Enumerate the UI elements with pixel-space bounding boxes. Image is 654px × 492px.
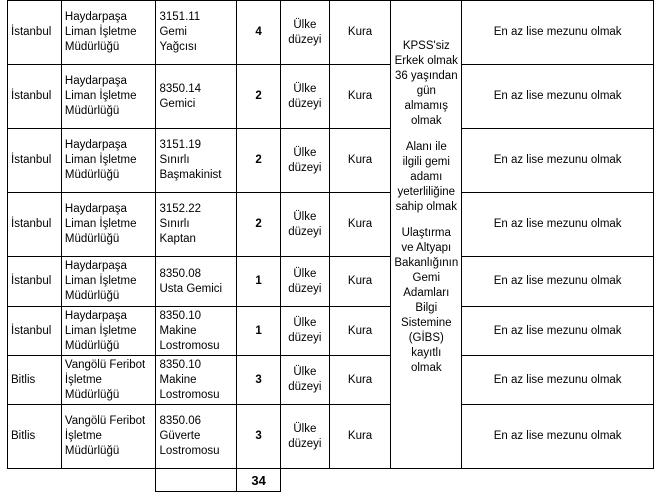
count-cell: 1 [237, 307, 281, 356]
cell-line: 3151.11 [159, 11, 201, 23]
cell-line: Ülke [293, 146, 317, 159]
city-cell: İstanbul [8, 257, 62, 307]
cell-line: Müdürlüğü [64, 388, 120, 401]
city-cell: Bitlis [8, 356, 62, 405]
education-cell: En az lise mezunu olmak [462, 307, 654, 356]
cell-line: adamı [410, 171, 443, 183]
cell-line: olmak [410, 362, 442, 374]
level-cell [280, 129, 329, 193]
cell-line: Haydarpaşa [64, 203, 127, 215]
city-cell: Bitlis [8, 405, 62, 469]
cell-line: Gemi [412, 272, 441, 284]
education-cell: En az lise mezunu olmak [462, 405, 654, 469]
cell-line: İşletme [64, 430, 102, 442]
table-row [8, 356, 654, 405]
city-cell: İstanbul [8, 193, 62, 257]
count-cell: 3 [237, 405, 281, 469]
cell-line: Bakanlığının [394, 257, 459, 269]
position-code-cell [156, 129, 237, 193]
cell-line: sahip olmak [395, 201, 457, 213]
level-cell [280, 307, 329, 356]
method-cell: Kura [329, 257, 391, 307]
cell-line: yeterliliğine [397, 186, 456, 198]
education-cell: En az lise mezunu olmak [462, 257, 654, 307]
cell-line: düzeyi [288, 381, 322, 393]
cell-line: Ülke [293, 210, 317, 223]
cell-line: düzeyi [288, 161, 322, 174]
cell-line: 3152.22 [159, 203, 202, 215]
method-cell: Kura [329, 193, 391, 257]
count-cell: 4 [237, 1, 281, 65]
table-row [8, 129, 654, 193]
cell-line: Haydarpaşa [64, 139, 127, 151]
cell-line: ilgili gemi [402, 156, 450, 168]
empty-cell [61, 469, 156, 492]
cell-line: düzeyi [288, 332, 322, 344]
cell-line: 8350.06 [159, 415, 202, 427]
position-code-cell [156, 257, 237, 307]
count-cell: 2 [237, 65, 281, 129]
table-row [8, 65, 654, 129]
unit-cell [61, 129, 156, 193]
unit-cell [61, 356, 156, 405]
table-row [8, 405, 654, 469]
unit-cell [61, 257, 156, 307]
cell-line: Bilgi [415, 302, 438, 314]
cell-line: Müdürlüğü [64, 105, 120, 117]
cell-line: düzeyi [288, 282, 322, 295]
city-cell: İstanbul [8, 65, 62, 129]
cell-line: İşletme [64, 373, 102, 386]
city-cell: İstanbul [8, 307, 62, 356]
level-cell [280, 405, 329, 469]
cell-line: Müdürlüğü [64, 233, 120, 245]
unit-cell [61, 193, 156, 257]
cell-line: Vangölü Feribot [64, 358, 146, 371]
cell-line: düzeyi [288, 225, 322, 238]
cell-line: Liman İşletme [64, 26, 137, 38]
empty-cell [8, 469, 62, 492]
level-cell [280, 356, 329, 405]
cell-line: Ülke [293, 82, 317, 95]
method-cell: Kura [329, 65, 391, 129]
cell-line: Ülke [293, 366, 317, 378]
cell-line: Müdürlüğü [64, 290, 120, 302]
cell-line: Makine [159, 324, 197, 337]
cell-line: (GİBS) [408, 332, 444, 344]
table-row [8, 193, 654, 257]
cell-line: Haydarpaşa [64, 309, 127, 322]
position-code-cell [156, 307, 237, 356]
requirements-note-cell [391, 1, 462, 469]
cell-line: Haydarpaşa [64, 260, 127, 272]
cell-line: Lostromosu [159, 339, 220, 352]
city-cell: İstanbul [8, 1, 62, 65]
cell-line: Yağcısı [159, 41, 197, 53]
cell-line: Adamları [403, 287, 450, 299]
cell-line: 8350.10 [159, 309, 202, 322]
position-code-cell [156, 405, 237, 469]
cell-line: Ülke [293, 422, 317, 435]
total-label-cell [156, 469, 237, 492]
cell-line: Haydarpaşa [64, 75, 127, 87]
cell-line: gün [416, 85, 436, 97]
cell-line: Ülke [293, 18, 317, 31]
count-cell: 3 [237, 356, 281, 405]
cell-line: 36 yaşından [394, 70, 458, 82]
cell-line: Başmakinist [159, 169, 222, 181]
total-row [8, 469, 654, 492]
cell-line: Müdürlüğü [64, 445, 120, 457]
method-cell: Kura [329, 405, 391, 469]
cell-line: Lostromosu [159, 388, 220, 401]
cell-line: düzeyi [288, 97, 322, 110]
level-cell [280, 257, 329, 307]
level-cell [280, 65, 329, 129]
level-cell [280, 193, 329, 257]
position-code-cell [156, 193, 237, 257]
education-cell: En az lise mezunu olmak [462, 193, 654, 257]
city-cell: İstanbul [8, 129, 62, 193]
cell-line: Liman İşletme [64, 275, 137, 287]
cell-line: Sistemine [401, 317, 452, 329]
positions-table [7, 0, 654, 492]
unit-cell [61, 1, 156, 65]
cell-line: Alanı ile [405, 141, 447, 153]
cell-line: Sınırlı [159, 154, 190, 166]
cell-line: Müdürlüğü [64, 169, 120, 181]
method-cell: Kura [329, 307, 391, 356]
cell-line: Liman İşletme [64, 90, 137, 102]
cell-line: Lostromosu [159, 445, 220, 457]
cell-line: Gemici [159, 97, 196, 110]
cell-line: düzeyi [288, 33, 322, 46]
count-cell: 2 [237, 129, 281, 193]
cell-line: KPSS'siz [402, 40, 450, 52]
education-cell: En az lise mezunu olmak [462, 356, 654, 405]
method-cell: Kura [329, 1, 391, 65]
cell-line: 3151.19 [159, 139, 202, 151]
cell-line: Haydarpaşa [64, 11, 127, 23]
cell-line: Gemi [159, 26, 187, 38]
method-cell: Kura [329, 356, 391, 405]
unit-cell [61, 405, 156, 469]
cell-line: Vangölü Feribot [64, 415, 146, 427]
note-spacer [394, 215, 458, 226]
cell-line: Sınırlı [159, 218, 190, 230]
note-spacer [394, 129, 458, 140]
position-code-cell [156, 1, 237, 65]
cell-line: olmak [410, 115, 442, 127]
cell-line: ve Altyapı [401, 242, 452, 254]
position-code-cell [156, 65, 237, 129]
cell-line: Kaptan [159, 233, 196, 245]
cell-line: Erkek olmak [394, 55, 458, 67]
cell-line: Müdürlüğü [64, 339, 120, 352]
education-cell: En az lise mezunu olmak [462, 65, 654, 129]
cell-line: Ulaştırma [401, 227, 451, 239]
table-row [8, 257, 654, 307]
cell-line: kayıtlı [411, 347, 442, 359]
education-cell: En az lise mezunu olmak [462, 129, 654, 193]
method-cell: Kura [329, 129, 391, 193]
level-cell [280, 1, 329, 65]
count-cell: 2 [237, 193, 281, 257]
table-row [8, 307, 654, 356]
cell-line: Liman İşletme [64, 218, 137, 230]
position-code-cell [156, 356, 237, 405]
cell-line: Usta Gemici [159, 282, 223, 295]
cell-line: Güverte [159, 430, 201, 442]
cell-line: almamış [404, 100, 448, 112]
count-cell: 1 [237, 257, 281, 307]
table-row [8, 1, 654, 65]
cell-line: 8350.08 [159, 267, 202, 280]
cell-line: 8350.10 [159, 358, 202, 371]
positions-table-body [8, 1, 654, 492]
cell-line: düzeyi [288, 437, 322, 450]
unit-cell [61, 65, 156, 129]
cell-line: Makine [159, 373, 197, 386]
cell-line: Liman İşletme [64, 324, 137, 337]
cell-line: Ülke [293, 317, 317, 329]
unit-cell [61, 307, 156, 356]
cell-line: Ülke [293, 267, 317, 280]
cell-line: 8350.14 [159, 82, 202, 95]
education-cell: En az lise mezunu olmak [462, 1, 654, 65]
cell-line: Müdürlüğü [64, 41, 120, 53]
total-count-cell: 34 [237, 469, 281, 492]
cell-line: Liman İşletme [64, 154, 137, 166]
